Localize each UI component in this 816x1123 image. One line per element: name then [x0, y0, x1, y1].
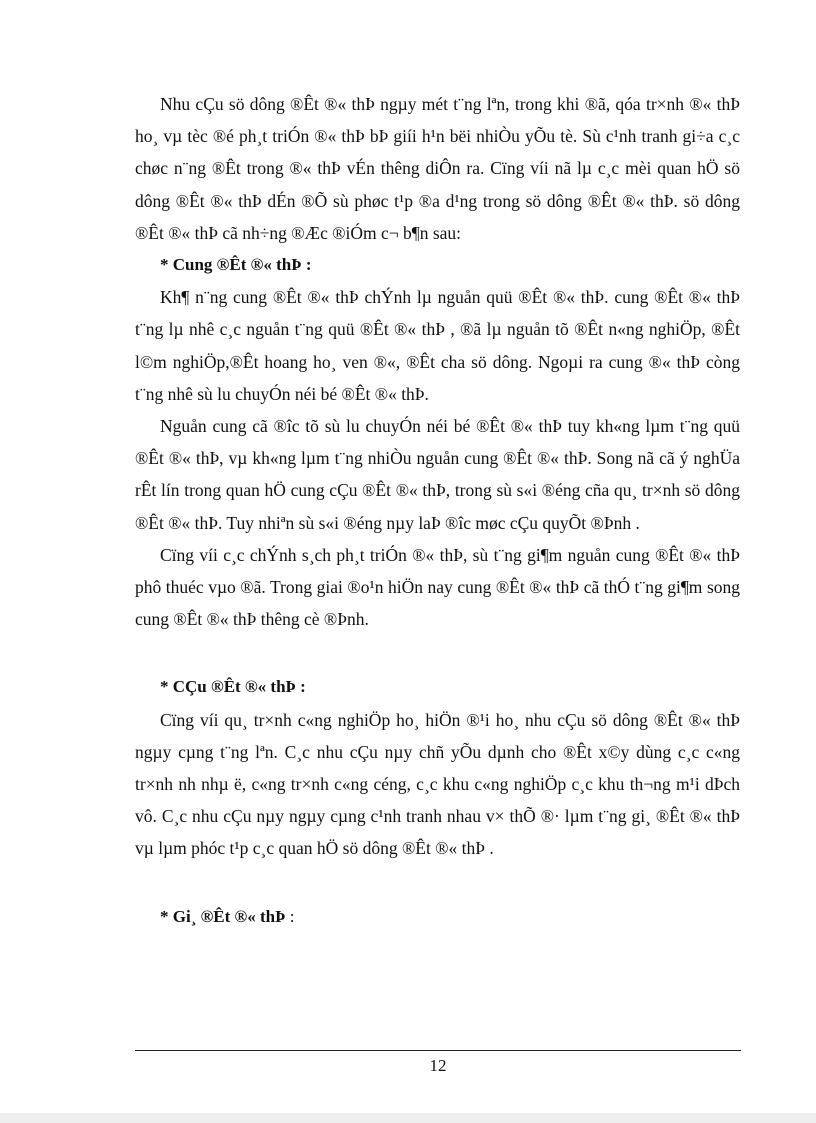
supply-heading-text: * Cung ®Êt ®« thÞ	[160, 255, 302, 275]
demand-paragraph: Cïng víi qu¸ tr×nh c«ng nghiÖp ho¸ hiÖn ®¹i ho¸ nhu cÇu sö dông ®Êt ®« thÞ ngµy cµng t¨ng lªn. C¸c nhu cÇu nµy chñ yÕu dµnh cho ®Êt x©y dùng c¸c c«ng tr×nh nh nhµ ë, c«ng tr×nh c«ng céng, c¸c khu c«ng nghiÖp c¸c khu th¬ng m¹i dÞch vô. C¸c nhu cÇu nµy ngµy cµng c¹nh tranh nhau v× thÕ ®· lµm t¨ng gi¸ ®Êt ®« thÞ vµ lµm phóc t¹p c¸c quan hÖ sö dông ®Êt ®« thÞ .	[135, 709, 740, 859]
section-gap	[135, 635, 740, 671]
supply-paragraph: Kh¶ n¨ng cung ®Êt ®« thÞ chÝnh lµ nguån quü ®Êt ®« thÞ. cung ®Êt ®« thÞ t¨ng lµ nhê c¸c nguån t¨ng quü ®Êt ®« thÞ , ®ã lµ nguån tõ ®Êt n«ng nghiÖp, ®Êt l©m nghiÖp,®Êt hoang ho¸ ven ®«, ®Êt cha sö dông. Ngoµi ra cung ®« thÞ còng t¨ng nhê sù lu chuyÓn néi bé ®Êt ®« thÞ.	[135, 287, 740, 404]
supply-heading	[135, 249, 740, 281]
price-heading	[135, 901, 740, 933]
page-bottom-edge	[0, 1113, 816, 1123]
section-gap	[135, 865, 740, 901]
intro-paragraph: Nhu cÇu sö dông ®Êt ®« thÞ ngµy mét t¨ng lªn, trong khi ®ã, qóa tr×nh ®« thÞ ho¸ vµ tèc ®é ph¸t triÓn ®« thÞ bÞ giíi h¹n bëi nhiÒu yÕu tè. Sù c¹nh tranh gi÷a c¸c chøc n¨ng ®Êt trong ®« thÞ vÉn thêng diÔn ra. Cïng víi nã lµ c¸c mèi quan hÖ sö dông ®Êt ®« thÞ dÉn ®Õ sù phøc t¹p ®a d¹ng trong sö dông ®Êt ®« thÞ. sö dông ®Êt ®« thÞ cã nh÷ng ®Æc ®iÓm c¬ b¶n sau:	[135, 94, 740, 243]
price-heading-colon: :	[285, 906, 295, 926]
demand-heading-text: * CÇu ®Êt ®« thÞ	[160, 677, 296, 697]
supply-paragraph: Nguån cung cã ®îc tõ sù lu chuyÓn néi bé ®Êt ®« thÞ tuy kh«ng lµm t¨ng quü ®Êt ®« thÞ, vµ kh«ng lµm t¨ng nhiÒu nguån cung ®Êt ®« thÞ. Song nã cã ý nghÜa rÊt lín trong quan hÖ cung cÇu ®Êt ®« thÞ, trong sù s«i ®éng cña qu¸ tr×nh sö dông ®Êt ®« thÞ. Tuy nhiªn sù s«i ®éng nµy laÞ ®îc møc cÇu quyÕt ®Þnh .	[135, 416, 740, 533]
footer-divider	[135, 1050, 741, 1051]
demand-heading	[135, 671, 740, 703]
document-body	[135, 88, 740, 933]
demand-heading-colon: :	[295, 677, 306, 697]
price-heading-text: * Gi¸ ®Êt ®« thÞ	[160, 906, 286, 926]
supply-heading-colon: :	[301, 255, 312, 275]
page-number: 12	[429, 1056, 447, 1075]
supply-paragraph: Cïng víi c¸c chÝnh s¸ch ph¸t triÓn ®« thÞ, sù t¨ng gi¶m nguån cung ®Êt ®« thÞ phô thuéc vµo ®ã. Trong giai ®o¹n hiÖn nay cung ®Êt ®« thÞ cã thÓ t¨ng gi¶m song cung ®Êt ®« thÞ thêng cè ®Þnh.	[135, 544, 740, 630]
